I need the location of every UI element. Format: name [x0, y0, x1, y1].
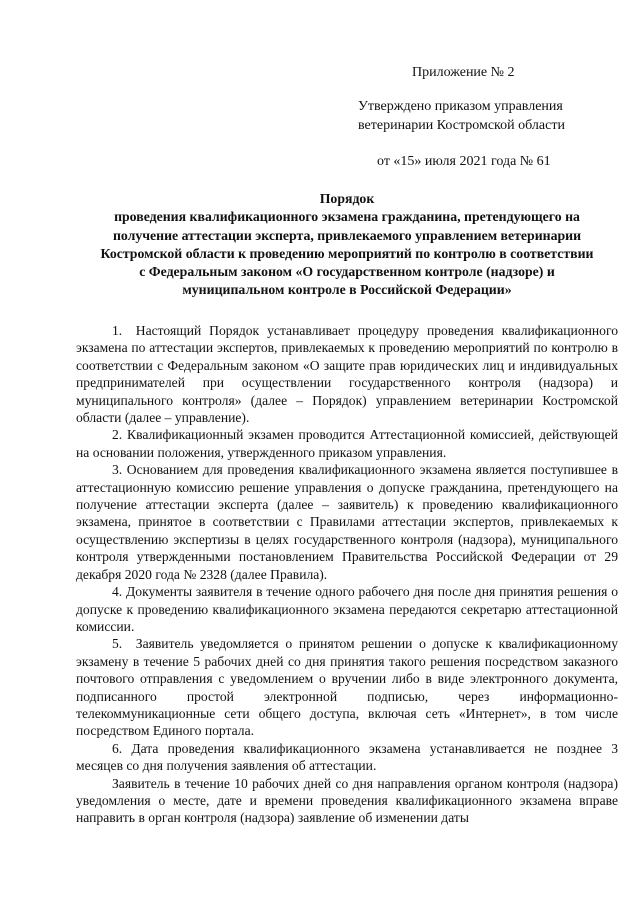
- paragraph-5: 5. Заявитель уведомляется о принятом решении о допуске к квалификационному экзамену в течение 5 рабочих дней со дня принятия такого решения посредством заказного почтового отправления с уведомлением о вручении либо в виде электронного документа, подписанного простой электронной подписью, через информационно-телекоммуникационные сети общего доступа, включая сеть «Интернет», в том числе посредством Единого портала.: [76, 636, 618, 739]
- document-title: [76, 190, 618, 300]
- order-date: от «15» июля 2021 года № 61: [377, 154, 551, 169]
- title-line: муниципальном контроле в Российской Федерации»: [182, 282, 512, 298]
- title-line: Костромской области к проведению мероприятий по контролю в соответствии: [100, 245, 594, 261]
- title-line: проведения квалификационного экзамена гражданина, претендующего на: [114, 209, 580, 225]
- approval-line: Утверждено приказом управления: [358, 99, 563, 114]
- approval-line: ветеринарии Костромской области: [358, 117, 565, 133]
- title-line: с Федеральным законом «О государственном контроле (надзоре) и: [139, 264, 555, 280]
- paragraph-2: 2. Квалификационный экзамен проводится Аттестационной комиссией, действующей на основании положения, утвержденного приказом управления.: [76, 427, 618, 460]
- paragraph-7: Заявитель в течение 10 рабочих дней со дня направления органом контроля (надзора) уведомления о месте, дате и времени проведения квалификационного экзамена вправе направить в орган контроля (надзора) заявление об изменении даты: [76, 775, 618, 826]
- document-body: [76, 322, 618, 827]
- appendix-label: Приложение № 2: [412, 65, 515, 80]
- paragraph-3: 3. Основанием для проведения квалификационного экзамена является поступившее в аттестационную комиссию решение управления о допуске гражданина, претендующего на получение аттестации эксперта (далее – заявитель) к проведению квалификационного экзамена, принятое в соответствии с Правилами аттестации экспертов, привлекаемых к осуществлению экспертизы в целях государственного контроля (надзора), муниципального контроля утвержденными постановлением Правительства Российской Федерации от 29 декабря 2020 года № 2328 (далее Правила).: [76, 462, 618, 582]
- paragraph-4: 4. Документы заявителя в течение одного рабочего дня после дня принятия решения о допуске к проведению квалификационного экзамена передаются секретарю аттестационной комиссии.: [76, 584, 618, 634]
- approval-note: [358, 98, 565, 135]
- title-line: Порядок: [319, 191, 375, 206]
- paragraph-6: 6. Дата проведения квалификационного экзамена устанавливается не позднее 3 месяцев со дня получения заявления об аттестации.: [76, 740, 618, 774]
- paragraph-1: 1. Настоящий Порядок устанавливает процедуру проведения квалификационного экзамена по аттестации экспертов, привлекаемых к проведению мероприятий по контролю в соответствии с Федеральным законом «О защите прав юридических лиц и индивидуальных предпринимателей при осуществлении государственного контроля (надзора) и муниципального контроля» (далее – Порядок) управлением ветеринарии Костромской области (далее – управление).: [76, 323, 618, 426]
- title-line: получение аттестации эксперта, привлекаемого управлением ветеринарии: [112, 227, 582, 243]
